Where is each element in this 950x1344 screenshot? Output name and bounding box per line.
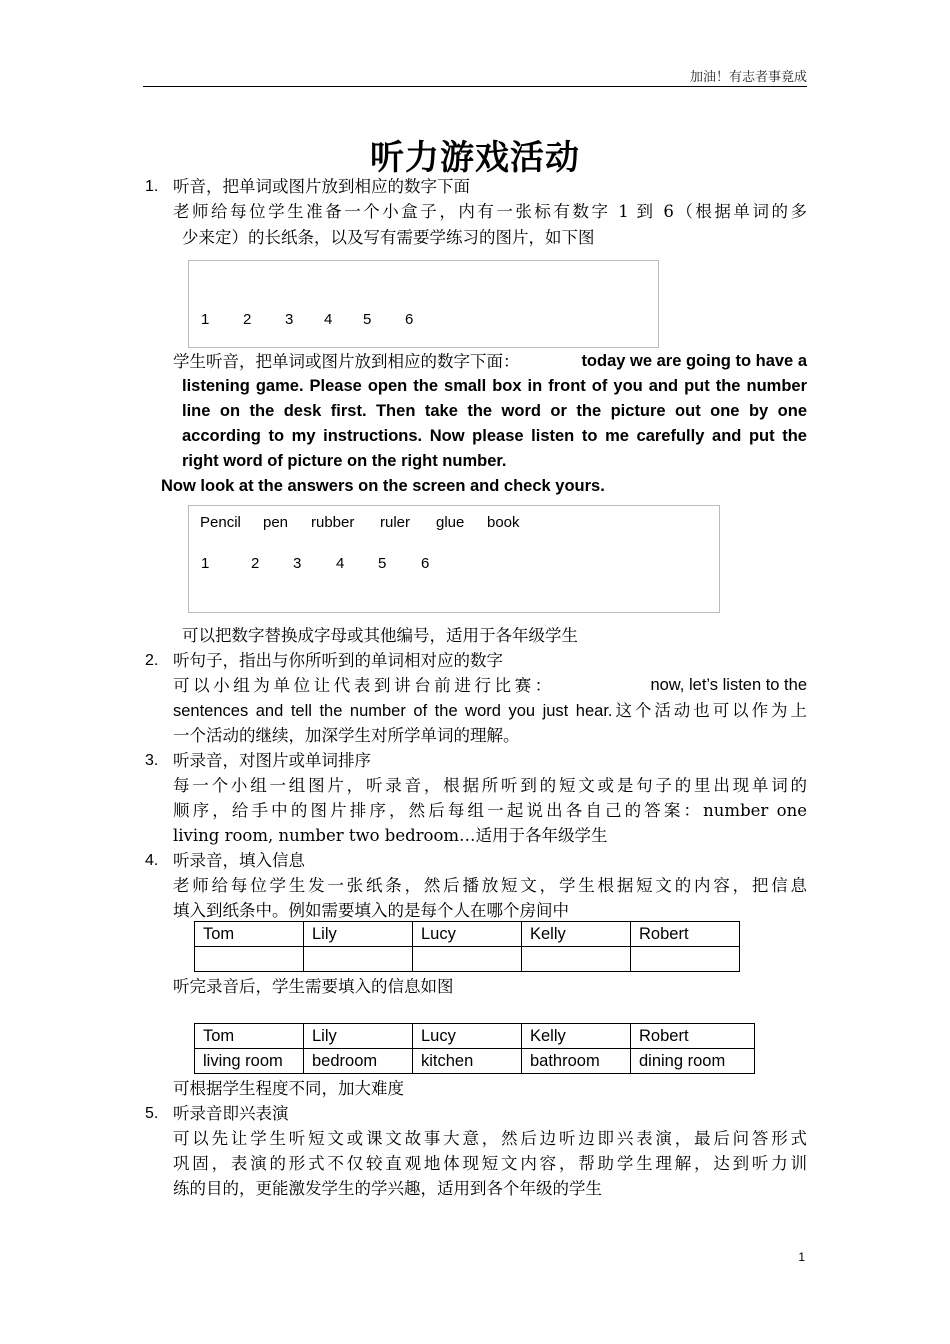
section1-number: 1. (145, 178, 159, 195)
section4-heading: 听录音，填入信息 (173, 851, 305, 870)
section5-line2: 巩固，表演的形式不仅较直观地体现短文内容，帮助学生理解，达到听力训 (173, 1154, 807, 1173)
number-line-item: 5 (363, 311, 372, 328)
table-cell: Kelly (522, 922, 631, 947)
section2-line1-cn: 可以小组为单位让代表到讲台前进行比赛： (173, 676, 555, 695)
number-line-item: 2 (243, 311, 252, 328)
number-line-item: 1 (201, 311, 210, 328)
table-cell: Kelly (522, 1024, 631, 1049)
section4-line1: 老师给每位学生发一张纸条，然后播放短文，学生根据短文的内容，把信息 (173, 876, 807, 895)
section2-number: 2. (145, 652, 159, 669)
table-cell: bedroom (304, 1049, 413, 1074)
answer-word: Pencil (200, 514, 241, 531)
page-number: 1 (798, 1250, 805, 1264)
table-cell: Lily (304, 1024, 413, 1049)
table-row (195, 947, 740, 972)
table-cell-blank (304, 947, 413, 972)
number-line-item: 6 (405, 311, 414, 328)
table-header-row (195, 922, 740, 947)
table-cell: dining room (631, 1049, 755, 1074)
section3-line1: 每一个小组一组图片，听录音，根据所听到的短文或是句子的里出现单词的 (173, 776, 807, 795)
section2-line3: 一个活动的继续，加深学生对所学单词的理解。 (173, 726, 520, 745)
section1-instruction-en-line1: today we are going to have a (581, 352, 807, 370)
section1-heading: 听音，把单词或图片放到相应的数字下面 (173, 177, 470, 196)
section1-check-line: Now look at the answers on the screen and check yours. (161, 477, 605, 495)
section1-instruction-en-line2: listening game. Please open the small box in front of you and put the number (182, 377, 807, 395)
section2-line2-cn: 这个活动也可以作为上 (612, 701, 807, 720)
table-cell: Lucy (413, 1024, 522, 1049)
header-motto: 加油！有志者事竟成 (689, 70, 807, 85)
table-cell-blank (413, 947, 522, 972)
table-cell: Tom (195, 922, 304, 947)
section1-intro-line1: 老师给每位学生准备一个小盒子，内有一张标有数字 1 到 6（根据单词的多 (173, 202, 807, 221)
answer-number: 3 (293, 555, 302, 572)
number-line-box (188, 260, 659, 348)
rooms-blank-table (194, 921, 740, 972)
number-line-item: 3 (285, 311, 294, 328)
header-divider (143, 86, 807, 87)
section1-instruction-en-line4: according to my instructions. Now please listen to me carefully and put the (182, 427, 807, 445)
section4-note: 可根据学生程度不同，加大难度 (173, 1079, 404, 1098)
answer-word: ruler (380, 514, 411, 531)
section1-note: 可以把数字替换成字母或其他编号，适用于各年级学生 (182, 626, 578, 645)
section1-instruction-en-line5: right word of picture on the right number. (182, 452, 507, 470)
table-cell: Tom (195, 1024, 304, 1049)
table-row (195, 1049, 755, 1074)
section4-after-text: 听完录音后，学生需要填入的信息如图 (173, 977, 454, 996)
section2-line2: sentences and tell the number of the word you just hear.这个活动也可以作为上 (173, 701, 807, 720)
table-cell-blank (195, 947, 304, 972)
section1-instruction-en-line3: line on the desk first. Then take the word or the picture out one by one (182, 402, 807, 420)
section1-instruction-cn: 学生听音，把单词或图片放到相应的数字下面： (173, 352, 520, 371)
section5-line3: 练的目的，更能激发学生的学兴趣，适用到各个年级的学生 (173, 1179, 602, 1198)
section2-line1-en: now, let’s listen to the (650, 676, 807, 694)
answer-number: 5 (378, 555, 387, 572)
section5-line1: 可以先让学生听短文或课文故事大意，然后边听边即兴表演，最后问答形式 (173, 1129, 807, 1148)
page-title: 听力游戏活动 (370, 138, 580, 178)
section3-line3: living room, number two bedroom…适用于各年级学生 (173, 826, 608, 845)
number-line-item: 4 (324, 311, 333, 328)
section2-heading: 听句子，指出与你所听到的单词相对应的数字 (173, 651, 503, 670)
answer-box (188, 505, 720, 613)
table-cell: Robert (631, 922, 740, 947)
table-cell: Lily (304, 922, 413, 947)
section4-line2: 填入到纸条中。例如需要填入的是每个人在哪个房间中 (173, 901, 569, 920)
table-cell: bathroom (522, 1049, 631, 1074)
section3-line2: 顺序，给手中的图片排序，然后每组一起说出各自己的答案：number one (173, 801, 807, 820)
table-cell: kitchen (413, 1049, 522, 1074)
answer-word: rubber (311, 514, 355, 531)
section5-heading: 听录音即兴表演 (173, 1104, 289, 1123)
answer-number: 6 (421, 555, 430, 572)
table-cell: Robert (631, 1024, 755, 1049)
table-header-row (195, 1024, 755, 1049)
table-cell: Lucy (413, 922, 522, 947)
section4-number: 4. (145, 852, 159, 869)
rooms-answer-table (194, 1023, 755, 1074)
table-cell-blank (631, 947, 740, 972)
answer-number: 1 (201, 555, 210, 572)
answer-word: glue (436, 514, 465, 531)
answer-number: 4 (336, 555, 345, 572)
section1-intro-line2: 少来定）的长纸条，以及写有需要学练习的图片，如下图 (182, 228, 595, 247)
answer-number: 2 (251, 555, 260, 572)
section3-heading: 听录音，对图片或单词排序 (173, 751, 371, 770)
answer-word: book (487, 514, 520, 531)
table-cell: living room (195, 1049, 304, 1074)
answer-word: pen (263, 514, 289, 531)
section5-number: 5. (145, 1105, 159, 1122)
section3-number: 3. (145, 752, 159, 769)
table-cell-blank (522, 947, 631, 972)
